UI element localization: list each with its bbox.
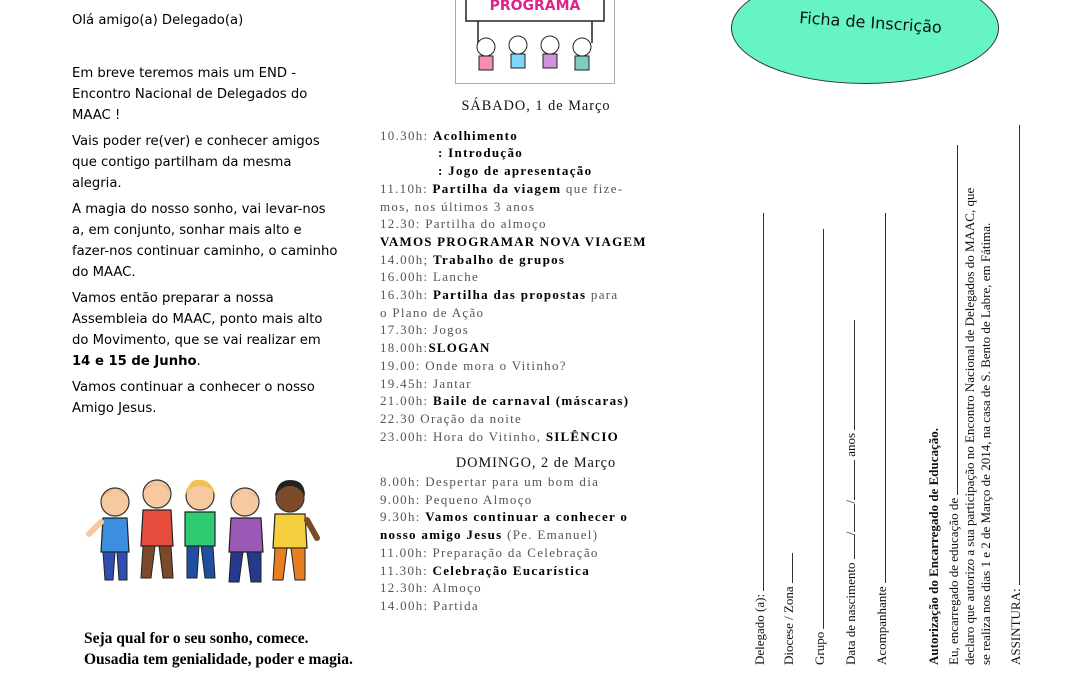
schedule-item xyxy=(380,127,692,145)
auth-line-1-text: Eu, encarregado de educação de xyxy=(946,497,961,665)
child-figure xyxy=(273,480,317,580)
schedule-item xyxy=(380,508,692,526)
sunday-title: DOMINGO, 2 de Março xyxy=(455,455,617,472)
student-name-input-line[interactable] xyxy=(945,145,958,495)
child-figure xyxy=(89,488,129,580)
time: 14.00h; xyxy=(380,251,434,267)
schedule-item: 12.30: Partilha do almoço xyxy=(380,216,547,232)
schedule-item: o Plano de Ação xyxy=(380,304,485,320)
delegado-input-line[interactable] xyxy=(751,213,764,591)
grupo-label: Grupo xyxy=(812,631,827,665)
schedule-item: 19.00: Onde mora o Vitinho? xyxy=(380,357,567,373)
letter-paragraph-4 xyxy=(72,288,342,372)
schedule-heading: VAMOS PROGRAMAR NOVA VIAGEM xyxy=(380,233,647,249)
activity-rest: que fize- xyxy=(561,180,624,196)
quote-line-1: Seja qual for o seu sonho, comece. xyxy=(84,630,309,647)
child-figure xyxy=(229,488,263,582)
schedule-item xyxy=(380,251,692,269)
nascimento-label: Data de nascimento xyxy=(843,562,858,665)
greeting: Olá amigo(a) Delegado(a) xyxy=(72,13,244,28)
schedule-item: 19.45h: Jantar xyxy=(380,375,472,391)
program-schedule xyxy=(380,98,692,615)
letter-paragraph-4-end: . xyxy=(196,354,201,369)
closing-quote xyxy=(84,628,353,670)
acompanhante-label: Acompanhante xyxy=(874,586,889,665)
time: 9.30h: xyxy=(380,509,426,525)
schedule-item xyxy=(380,144,692,162)
schedule-item: 14.00h: Partida xyxy=(380,597,479,613)
banner-title: PROGRAMA xyxy=(489,0,581,14)
activity: : Introdução xyxy=(438,145,524,161)
schedule-item: 16.00h: Lanche xyxy=(380,269,480,285)
date-separator: / xyxy=(843,531,858,536)
activity: SILÊNCIO xyxy=(545,428,619,444)
activity-rest: (Pe. Emanuel) xyxy=(502,527,599,543)
schedule-item: 12.30h: Almoço xyxy=(380,580,482,596)
activity-rest: para xyxy=(586,287,619,303)
letter-paragraph-5: Vamos continuar a conhecer o nosso Amigo Jesus. xyxy=(72,380,315,416)
letter-paragraph-2: Vais poder re(ver) e conhecer amigos que contigo partilham da mesma alegria. xyxy=(72,134,320,191)
schedule-item: mos, nos últimos 3 anos xyxy=(380,198,536,214)
schedule-item xyxy=(380,180,692,198)
activity: nosso amigo Jesus xyxy=(380,527,503,543)
time: 21.00h: xyxy=(380,393,434,409)
schedule-item: 11.00h: Preparação da Celebração xyxy=(380,544,599,560)
grupo-input-line[interactable] xyxy=(811,229,824,629)
age-input-line[interactable] xyxy=(842,320,855,430)
activity: Partilha da viagem xyxy=(432,180,562,196)
quote-line-2: Ousadia tem genialidade, poder e magia. xyxy=(84,651,353,668)
schedule-item xyxy=(380,526,692,544)
time: 18.00h: xyxy=(380,340,429,356)
schedule-item: 22.30 Oração da noite xyxy=(380,410,523,426)
activity: Acolhimento xyxy=(433,127,519,143)
day-input-line[interactable] xyxy=(842,535,855,559)
time: 10.30h: xyxy=(380,127,434,143)
time: 11.10h: xyxy=(380,180,433,196)
schedule-item xyxy=(380,286,692,304)
activity: Vamos continuar a conhecer o xyxy=(425,509,629,525)
signature-label: ASSINTURA: xyxy=(1008,588,1023,665)
time: 16.30h: xyxy=(380,287,434,303)
letter-paragraph-1: Em breve teremos mais um END - Encontro Nacional de Delegados do MAAC ! xyxy=(72,66,308,123)
assembly-date: 14 e 15 de Junho xyxy=(72,354,197,369)
schedule-item: 17.30h: Jogos xyxy=(380,322,470,338)
schedule-item xyxy=(380,562,692,580)
anos-label: anos xyxy=(843,432,858,457)
schedule-item xyxy=(380,428,692,446)
letter-paragraph-4-text: Vamos então preparar a nossa Assembleia do MAAC, ponto mais alto do Movimento, que se vai realizar em xyxy=(72,291,323,348)
month-input-line[interactable] xyxy=(842,504,855,532)
children-illustration xyxy=(85,478,320,590)
schedule-item xyxy=(380,392,692,410)
activity: Baile de carnaval (máscaras) xyxy=(433,393,630,409)
time: 11.30h: xyxy=(380,562,433,578)
diocese-input-line[interactable] xyxy=(780,553,793,583)
child-figure xyxy=(141,480,173,578)
activity: SLOGAN xyxy=(428,340,491,356)
diocese-label: Diocese / Zona xyxy=(781,586,796,665)
schedule-item xyxy=(380,162,692,180)
delegado-label: Delegado (a): xyxy=(752,593,767,665)
saturday-title: SÁBADO, 1 de Março xyxy=(461,98,611,114)
date-separator: / xyxy=(843,499,858,504)
activity: Partilha das propostas xyxy=(433,287,587,303)
activity: : Jogo de apresentação xyxy=(438,163,593,179)
letter-paragraph-3: A magia do nosso sonho, vai levar-nos a, em conjunto, sonhar mais alto e fazer-nos continuar caminho, o caminho do MAAC. xyxy=(72,202,338,280)
activity: Celebração Eucarística xyxy=(432,562,591,578)
acompanhante-input-line[interactable] xyxy=(873,213,886,583)
schedule-item xyxy=(380,339,692,357)
programa-banner-illustration xyxy=(455,0,615,84)
activity: Trabalho de grupos xyxy=(433,251,566,267)
form-title: Ficha de Inscrição xyxy=(798,8,943,37)
time: 23.00h: Hora do Vitinho, xyxy=(380,428,546,444)
signature-input-line[interactable] xyxy=(1007,125,1020,585)
year-input-line[interactable] xyxy=(842,460,855,500)
letter-panel xyxy=(72,10,342,424)
child-figure xyxy=(185,480,216,578)
schedule-item: 9.00h: Pequeno Almoço xyxy=(380,491,533,507)
schedule-item: 8.00h: Despertar para um bom dia xyxy=(380,474,600,490)
